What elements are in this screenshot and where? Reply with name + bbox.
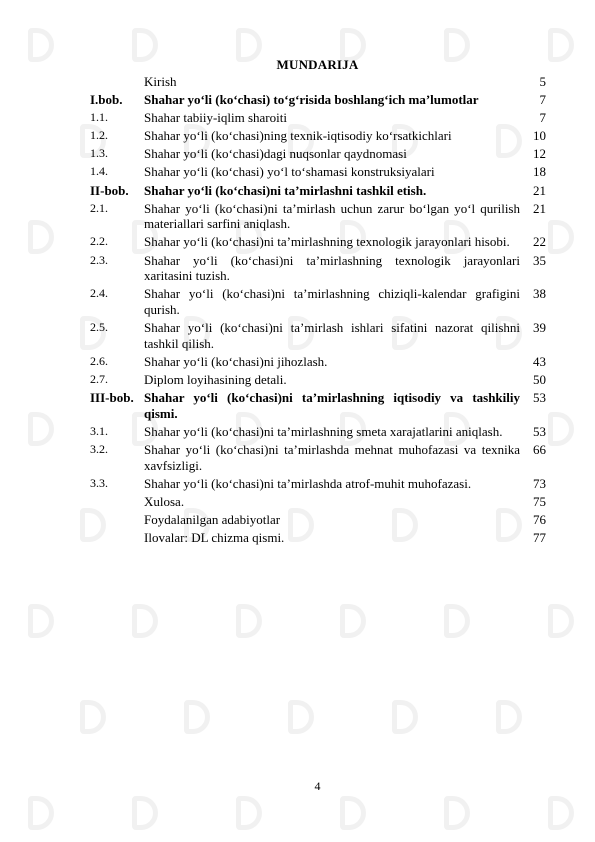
toc-entry — [90, 110, 546, 126]
toc-entry-title: Shahar yo‘li (ko‘chasi)ni jihozlash. — [144, 353, 328, 369]
toc-entry-title: Ilovalar: DL chizma qismi. — [144, 530, 285, 546]
toc-entry-title: Shahar tabiiy-iqlim sharoiti — [144, 110, 287, 126]
watermark-mark — [28, 412, 54, 446]
toc-entry-page: 35 — [533, 252, 546, 268]
watermark-mark — [392, 700, 418, 734]
toc-entry-page: 73 — [533, 475, 546, 491]
toc-entry-number: 2.7. — [90, 372, 108, 387]
toc-entry-title: Shahar yo‘li (ko‘chasi) yo‘l to‘shamasi konstruksiyalari — [144, 164, 435, 180]
toc-entry — [90, 164, 546, 180]
toc-entry — [90, 183, 546, 199]
toc-entry-number: II-bob. — [90, 182, 129, 198]
toc-entry-number: 2.5. — [90, 320, 108, 335]
toc-entry-number: 3.2. — [90, 442, 108, 457]
toc-entry-page: 10 — [533, 128, 546, 144]
toc-entry-title: Shahar yo‘li (ko‘chasi)ni ta’mirlashda mehnat muhofazasi va texnika xavfsizligi. — [144, 442, 520, 473]
toc-entry-title: Shahar yo‘li (ko‘chasi)ni ta’mirlash uchun zarur bo‘lgan yo‘l qurilish materiallari sarfini aniqlash. — [144, 200, 520, 232]
toc-entry — [90, 320, 546, 351]
toc-entry — [90, 201, 546, 232]
toc-entry-title: Shahar yo‘li (ko‘chasi)ni ta’mirlashning iqtisodiy va tashkiliy qismi. — [144, 390, 520, 421]
watermark-mark — [236, 604, 262, 638]
toc-entry — [90, 146, 546, 162]
toc-entry-number: 2.1. — [90, 200, 108, 215]
toc-entry-title: Shahar yo‘li (ko‘chasi)ni ta’mirlashda atrof-muhit muhofazasi. — [144, 475, 472, 491]
watermark-mark — [340, 796, 366, 830]
toc-entry-page: 5 — [539, 74, 546, 89]
toc-entry-page: 7 — [539, 92, 546, 108]
toc-entry-title: Shahar yo‘li (ko‘chasi)ni ta’mirlash ishlari sifatini nazorat qilishni tashkil qilish. — [144, 320, 520, 351]
toc-entry-number: 1.1. — [90, 110, 108, 125]
watermark-mark — [548, 220, 574, 254]
toc-entry-number: 1.4. — [90, 164, 108, 179]
toc-entry-number: 2.6. — [90, 353, 108, 368]
toc-entry-number: 2.3. — [90, 252, 108, 267]
watermark-mark — [184, 700, 210, 734]
toc-entry-page: 50 — [533, 372, 546, 388]
toc-entry-title: Xulosa. — [144, 493, 185, 509]
toc-entry-page: 66 — [533, 442, 546, 458]
toc-entry — [90, 92, 546, 108]
watermark-mark — [548, 412, 574, 446]
page-title: MUNDARIJA — [276, 57, 359, 72]
toc-entry-title: Shahar yo‘li (ko‘chasi)ni ta’mirlashning texnologik jarayonlari hisobi. — [144, 234, 510, 250]
toc-entry-title: Shahar yo‘li (ko‘chasi)ning texnik-iqtisodiy ko‘rsatkichlari — [144, 128, 452, 144]
watermark-mark — [444, 604, 470, 638]
toc-entry-page: 21 — [533, 182, 546, 198]
watermark-mark — [132, 604, 158, 638]
toc-entry-title: Foydalanilgan adabiyotlar — [144, 512, 281, 527]
toc-entry-page: 18 — [533, 164, 546, 180]
toc-entry-number: 2.4. — [90, 286, 108, 301]
table-of-contents — [90, 74, 546, 548]
toc-entry — [90, 372, 546, 388]
toc-entry — [90, 74, 546, 90]
toc-entry-title: Shahar yo‘li (ko‘chasi)ni ta’mirlashning chiziqli-kalendar grafigini qurish. — [144, 286, 520, 318]
toc-entry — [90, 494, 546, 510]
toc-entry-page: 21 — [533, 200, 546, 216]
watermark-mark — [496, 700, 522, 734]
toc-entry-number: 2.2. — [90, 234, 108, 249]
toc-entry-title: Shahar yo‘li (ko‘chasi)ni ta’mirlashni tashkil etish. — [144, 182, 427, 198]
page-number: 4 — [314, 779, 321, 793]
watermark-mark — [340, 604, 366, 638]
toc-entry-number: I.bob. — [90, 92, 123, 108]
toc-entry-title: Kirish — [144, 74, 177, 89]
toc-entry-title: Shahar yo‘li (ko‘chasi)ni ta’mirlashning smeta xarajatlarini aniqlash. — [144, 423, 503, 439]
watermark-mark — [28, 796, 54, 830]
toc-entry — [90, 476, 546, 492]
toc-entry — [90, 442, 546, 473]
toc-entry-page: 76 — [533, 512, 546, 527]
toc-entry-page: 22 — [533, 234, 546, 250]
toc-entry-number: 3.1. — [90, 423, 108, 438]
toc-entry-page: 53 — [533, 390, 546, 406]
toc-entry-page: 38 — [533, 286, 546, 302]
toc-entry-number: 1.2. — [90, 128, 108, 143]
watermark-mark — [444, 796, 470, 830]
toc-entry-number: 1.3. — [90, 146, 108, 161]
toc-entry-title: Diplom loyihasining detali. — [144, 372, 287, 388]
toc-entry-number: 3.3. — [90, 475, 108, 490]
watermark-mark — [288, 700, 314, 734]
toc-entry — [90, 354, 546, 370]
toc-entry — [90, 234, 546, 250]
watermark-mark — [548, 796, 574, 830]
toc-entry — [90, 128, 546, 144]
toc-entry-page: 77 — [533, 530, 546, 546]
watermark-mark — [28, 604, 54, 638]
toc-entry-page: 53 — [533, 423, 546, 439]
watermark-mark — [80, 700, 106, 734]
toc-entry — [90, 390, 546, 421]
toc-entry-page: 39 — [533, 320, 546, 336]
toc-entry-page: 12 — [533, 146, 546, 162]
watermark-mark — [236, 796, 262, 830]
toc-entry — [90, 424, 546, 440]
toc-entry-title: Shahar yo‘li (ko‘chasi)dagi nuqsonlar qaydnomasi — [144, 146, 407, 162]
toc-entry — [90, 253, 546, 284]
toc-entry — [90, 512, 546, 528]
watermark-mark — [28, 220, 54, 254]
toc-entry-title: Shahar yo‘li (ko‘chasi)ni ta’mirlashning texnologik jarayonlari xaritasini tuzish. — [144, 252, 520, 284]
watermark-mark — [132, 796, 158, 830]
toc-entry-number: III-bob. — [90, 390, 134, 406]
watermark-mark — [548, 604, 574, 638]
toc-entry — [90, 286, 546, 317]
toc-entry-page: 7 — [539, 110, 546, 126]
toc-entry-page: 75 — [533, 493, 546, 509]
toc-entry-page: 43 — [533, 353, 546, 369]
toc-entry — [90, 530, 546, 546]
toc-entry-title: Shahar yo‘li (ko‘chasi) to‘g‘risida boshlang‘ich ma’lumotlar — [144, 92, 479, 108]
